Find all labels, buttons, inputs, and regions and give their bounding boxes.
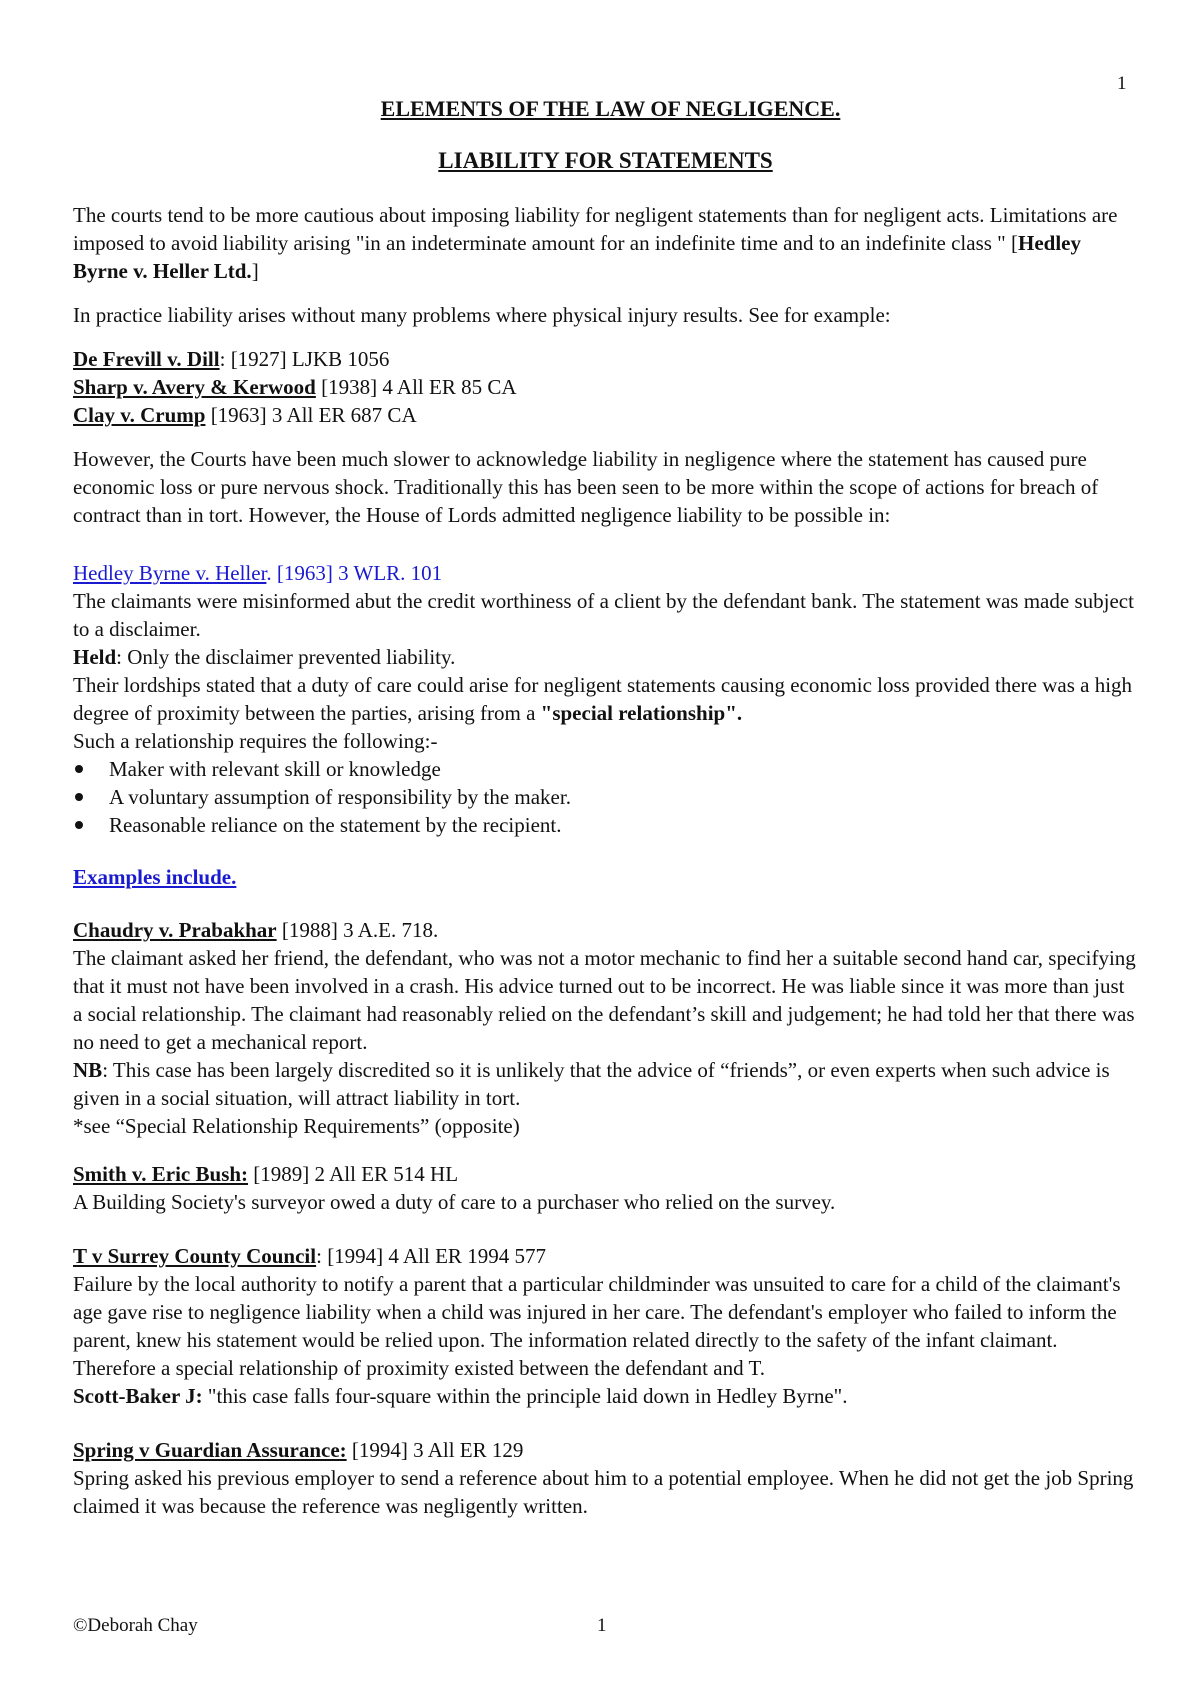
spring-heading: Spring v Guardian Assurance: [1994] 3 All ER 129: [73, 1438, 524, 1462]
example-cases-list: [73, 345, 1138, 429]
chaudry-heading: Chaudry v. Prabakhar [1988] 3 A.E. 718.: [73, 918, 439, 942]
document-body: [73, 95, 1138, 1520]
smith-section: [73, 1160, 1138, 1216]
footer-page-number: 1: [597, 1615, 607, 1636]
section-title: LIABILITY FOR STATEMENTS: [438, 148, 773, 173]
spring-section: [73, 1436, 1138, 1520]
smith-text: A Building Society's surveyor owed a duty of care to a purchaser who relied on the survey.: [73, 1190, 836, 1214]
list-item: A voluntary assumption of responsibility by the maker.: [73, 783, 1138, 811]
case-de-frevill: De Frevill v. Dill: [1927] LJKB 1056: [73, 347, 390, 371]
chaudry-text: The claimant asked her friend, the defendant, who was not a motor mechanic to find her a suitable second hand car, specifying that it must not have been involved in a crash. His advice turned out to be incorrect. He was liable since it was more than just a social relationship. The claimant had reasonably relied on the defendant’s skill and judgement; he had told her that there was no need to get a mechanical report.: [73, 946, 1136, 1054]
surrey-section: [73, 1242, 1138, 1410]
chaudry-see: *see “Special Relationship Requirements” (opposite): [73, 1114, 520, 1138]
list-item: Reasonable reliance on the statement by the recipient.: [73, 811, 1138, 839]
however-paragraph: However, the Courts have been much slower to acknowledge liability in negligence where the statement has caused pure economic loss or pure nervous shock. Traditionally this has been seen to be more within the scope of actions for breach of contract than in tort. However, the House of Lords admitted negligence liability to be possible in:: [73, 447, 1099, 527]
footer-author: ©Deborah Chay: [73, 1615, 198, 1636]
case-clay: Clay v. Crump [1963] 3 All ER 687 CA: [73, 403, 417, 427]
practice-paragraph: In practice liability arises without many problems where physical injury results. See for example:: [73, 303, 891, 327]
requirements-list: [73, 755, 1138, 839]
bullet-icon: [75, 821, 83, 829]
surrey-text: Failure by the local authority to notify a parent that a particular childminder was unsuited to care for a child of the claimant's age gave rise to negligence liability when a child was injured in her care. The defendant's employer who failed to inform the parent, knew his statement would be relied upon. The information related directly to the safety of the infant claimant. Therefore a special relationship of proximity existed between the defendant and T.: [73, 1272, 1121, 1380]
hedley-link[interactable]: Hedley Byrne v. Heller: [73, 561, 267, 585]
spring-text: Spring asked his previous employer to send a reference about him to a potential employee. When he did not get the job Spring claimed it was because the reference was negligently written.: [73, 1466, 1134, 1518]
surrey-heading: T v Surrey County Council: [1994] 4 All ER 1994 577: [73, 1244, 546, 1268]
page-number-top: 1: [1117, 73, 1127, 94]
hedley-byrne-section: [73, 559, 1138, 839]
case-sharp: Sharp v. Avery & Kerwood [1938] 4 All ER 85 CA: [73, 375, 517, 399]
surrey-quote: Scott-Baker J: "this case falls four-square within the principle laid down in Hedley Byrne".: [73, 1384, 848, 1408]
hedley-heading: Hedley Byrne v. Heller. [1963] 3 WLR. 101: [73, 561, 443, 585]
hedley-held: Held: Only the disclaimer prevented liability.: [73, 645, 456, 669]
chaudry-section: [73, 916, 1138, 1140]
examples-heading: [73, 863, 1138, 891]
document-title: ELEMENTS OF THE LAW OF NEGLIGENCE.: [380, 96, 841, 121]
bullet-icon: [75, 793, 83, 801]
examples-link[interactable]: Examples include.: [73, 865, 237, 889]
bullet-icon: [75, 765, 83, 773]
hedley-facts: The claimants were misinformed abut the credit worthiness of a client by the defendant bank. The statement was made subject to a disclaimer.: [73, 589, 1134, 641]
chaudry-nb: NB: This case has been largely discredited so it is unlikely that the advice of “friends”, or even experts when such advice is given in a social situation, will attract liability in tort.: [73, 1058, 1110, 1110]
hedley-requires: Such a relationship requires the following:-: [73, 729, 438, 753]
hedley-lordships: Their lordships stated that a duty of care could arise for negligent statements causing economic loss provided there was a high degree of proximity between the parties, arising from a "special relationship".: [73, 673, 1133, 725]
case-hedley-ref: Hedley Byrne v. Heller Ltd.: [73, 231, 1081, 283]
smith-heading: Smith v. Eric Bush: [1989] 2 All ER 514 HL: [73, 1162, 459, 1186]
intro-paragraph: The courts tend to be more cautious about imposing liability for negligent statements than for negligent acts. Limitations are imposed to avoid liability arising "in an indeterminate amount for an indefinite time and to an indefinite class " [Hedley Byrne v. Heller Ltd.]: [73, 203, 1118, 283]
list-item: Maker with relevant skill or knowledge: [73, 755, 1138, 783]
